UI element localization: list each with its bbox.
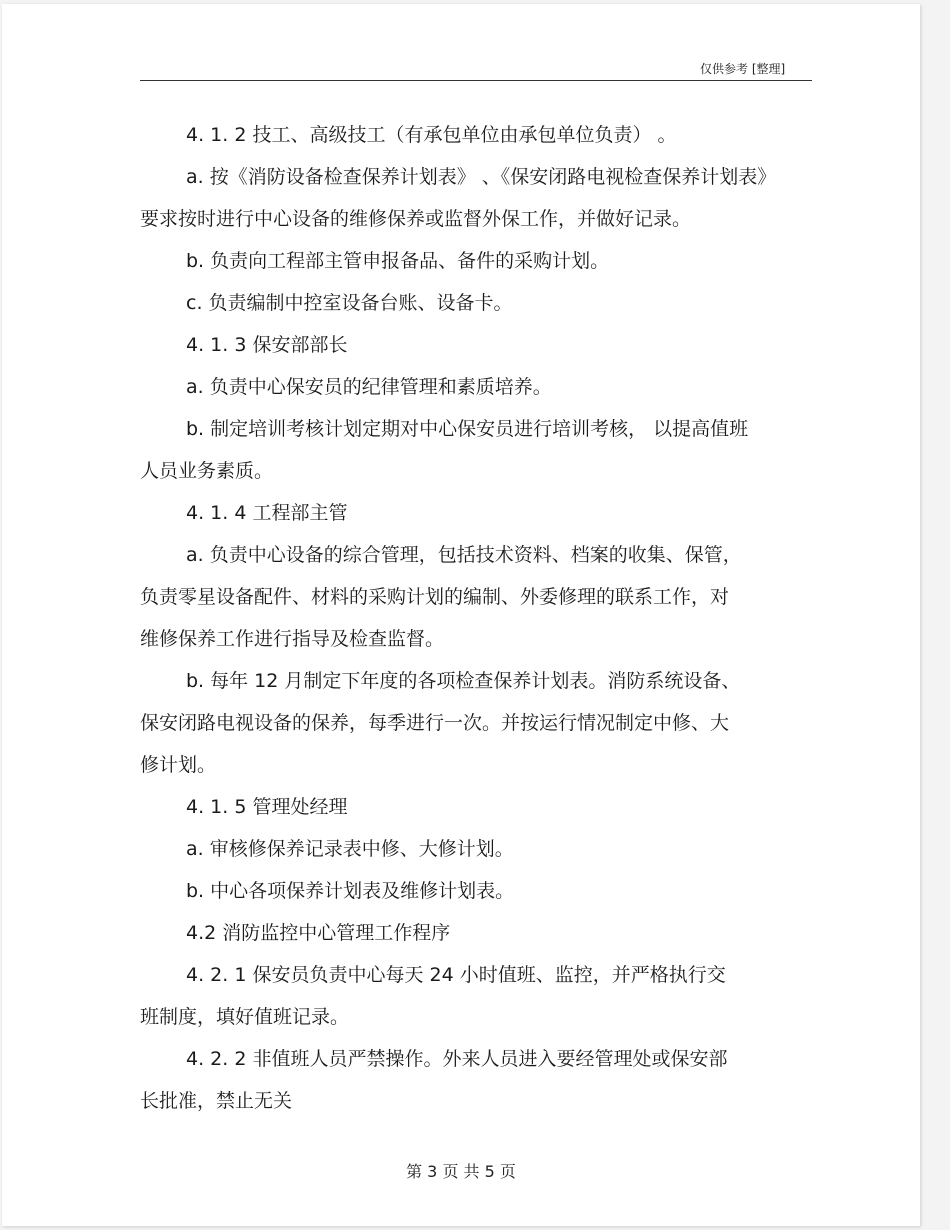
paragraph-line: 4. 2. 2 非值班人员严禁操作。外来人员进入要经管理处或保安部 — [186, 1048, 728, 1070]
paragraph-line: a. 负责中心设备的综合管理，包括技术资料、档案的收集、保管， — [186, 544, 742, 566]
header-note: 仅供参考 [整理] — [700, 62, 786, 76]
paragraph-line: 4. 1. 4 工程部主管 — [186, 502, 348, 524]
paragraph-line: b. 负责向工程部主管申报备品、备件的采购计划。 — [186, 250, 610, 272]
paragraph-line: 4. 1. 3 保安部部长 — [186, 334, 348, 356]
paragraph-line: a. 审核修保养记录表中修、大修计划。 — [186, 838, 514, 860]
document-body — [140, 114, 820, 1122]
paragraph-line: 长批准，禁止无关 — [140, 1090, 293, 1112]
paragraph-line: 维修保养工作进行指导及检查监督。 — [140, 628, 445, 650]
paragraph-line: 4. 1. 5 管理处经理 — [186, 796, 348, 818]
paragraph-line: 保安闭路电视设备的保养，每季进行一次。并按运行情况制定中修、大 — [140, 712, 730, 734]
paragraph-line: 4.2 消防监控中心管理工作程序 — [186, 922, 451, 944]
paragraph-line: 班制度，填好值班记录。 — [140, 1006, 350, 1028]
paragraph-line: b. 制定培训考核计划定期对中心保安员进行培训考核， 以提高值班 — [186, 418, 749, 440]
header-divider — [140, 80, 812, 81]
paragraph-line: 人员业务素质。 — [140, 460, 274, 482]
document-page — [2, 4, 920, 1226]
paragraph-line: 4. 1. 2 技工、高级技工（有承包单位由承包单位负责） 。 — [186, 124, 677, 146]
paragraph-line: b. 中心各项保养计划表及维修计划表。 — [186, 880, 515, 902]
paragraph-line: 4. 2. 1 保安员负责中心每天 24 小时值班、监控，并严格执行交 — [186, 964, 726, 986]
paragraph-line: 修计划。 — [140, 754, 217, 776]
paragraph-line: 负责零星设备配件、材料的采购计划的编制、外委修理的联系工作，对 — [140, 586, 730, 608]
paragraph-line: a. 按《消防设备检查保养计划表》 、《保安闭路电视检查保养计划表》 — [186, 166, 777, 188]
page-number: 第 3 页 共 5 页 — [406, 1162, 516, 1181]
paragraph-line: c. 负责编制中控室设备台账、设备卡。 — [186, 292, 513, 314]
paragraph-line: b. 每年 12 月制定下年度的各项检查保养计划表。消防系统设备、 — [186, 670, 741, 692]
paragraph-line: a. 负责中心保安员的纪律管理和素质培养。 — [186, 376, 552, 398]
paragraph-line: 要求按时进行中心设备的维修保养或监督外保工作，并做好记录。 — [140, 208, 692, 230]
